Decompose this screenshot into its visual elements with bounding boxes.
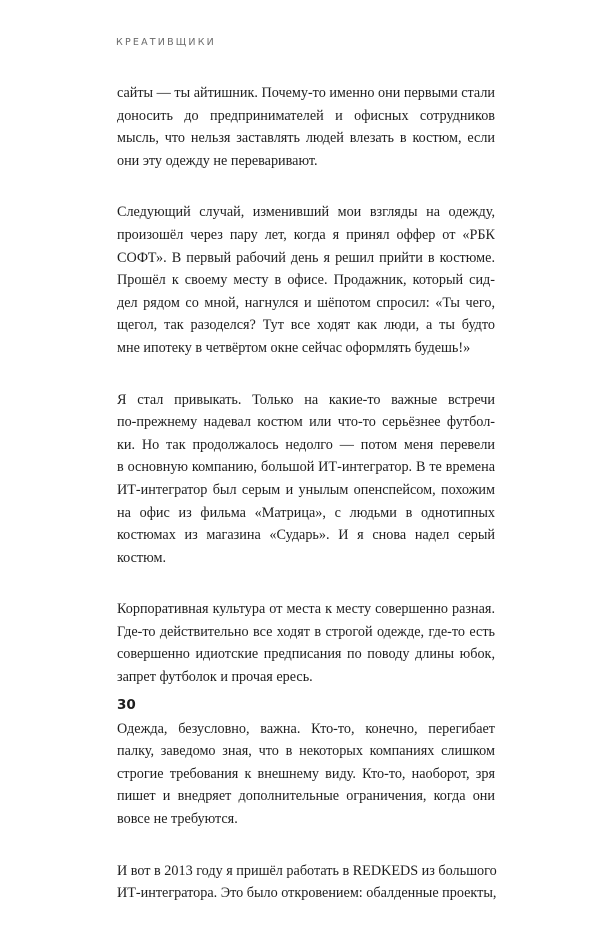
text-line: сайты — ты айтишник. Почему-то именно они первыми стали	[117, 85, 495, 101]
text-line: ИТ-интегратора. Это было откровением: обалденные проекты,	[117, 885, 497, 902]
page-number: 30	[117, 697, 136, 713]
text-line: совершенно идиотские предписания по поводу длины юбок,	[117, 646, 495, 663]
text-line: ИТ-интегратор был серым и унылым опенспейсом, похожим	[117, 481, 495, 498]
text-line: Я стал привыкать. Только на какие-то важные встречи	[117, 391, 495, 408]
text-line: Следующий случай, изменивший мои взгляды на одежду,	[117, 204, 495, 221]
text-line: Где-то действительно все ходят в строгой одежде, где-то есть	[117, 623, 495, 640]
text-line: строгие требования к внешнему виду. Кто-то, наоборот, зря	[117, 765, 495, 782]
body-text	[117, 82, 495, 934]
paragraph	[117, 860, 495, 905]
text-line: Одежда, безусловно, важна. Кто-то, конечно, перегибает	[117, 720, 495, 737]
text-line: мысль, что нельзя заставлять людей влезать в костюм, если	[117, 130, 495, 147]
text-line: И вот в 2013 году я пришёл работать в REDKEDS из большого	[117, 862, 497, 879]
paragraph	[117, 718, 495, 831]
paragraph	[117, 389, 495, 570]
paragraph	[117, 201, 495, 359]
text-line: мне ипотеку в четвёртом окне сейчас оформлять будешь!»	[117, 339, 471, 356]
text-line: костюм.	[117, 549, 167, 566]
text-line: палку, заведомо зная, что в некоторых компаниях слишком	[117, 743, 495, 760]
text-line: ки. Но так продолжалось недолго — потом меня перевели	[117, 436, 495, 453]
text-line: щегол, так разоделся? Тут все ходят как люди, а ты будто	[117, 317, 495, 334]
text-line: пишет и внедряет дополнительные ограничения, когда они	[117, 788, 495, 805]
text-line: костюмах из магазина «Сударь». И я снова надел серый	[117, 527, 495, 544]
text-line: доносить до предпринимателей и офисных сотрудников	[117, 107, 495, 124]
text-line: Прошёл к своему месту в офисе. Продажник, который сид-	[117, 272, 495, 289]
text-line: дел рядом со мной, нагнулся и шёпотом спросил: «Ты чего,	[117, 294, 495, 311]
text-line: они эту одежду не переваривают.	[117, 152, 318, 169]
text-line: запрет футболок и прочая ересь.	[117, 669, 313, 686]
text-line: по-прежнему надевал костюм или что-то серьёзнее футбол-	[117, 414, 495, 431]
running-header: КРЕАТИВЩИКИ	[116, 37, 216, 48]
text-line: СОФТ». В первый рабочий день я решил прийти в костюме.	[117, 249, 495, 266]
text-line: вовсе не требуются.	[117, 811, 238, 828]
text-line: в основную компанию, большой ИТ-интегратор. В те времена	[117, 459, 495, 476]
text-line: на офис из фильма «Матрица», с людьми в однотипных	[117, 504, 495, 521]
text-line: Корпоративная культура от места к месту совершенно разная.	[117, 601, 495, 618]
paragraph	[117, 598, 495, 688]
paragraph	[117, 82, 495, 172]
text-line: произошёл через пару лет, когда я принял оффер от «РБК	[117, 226, 495, 243]
